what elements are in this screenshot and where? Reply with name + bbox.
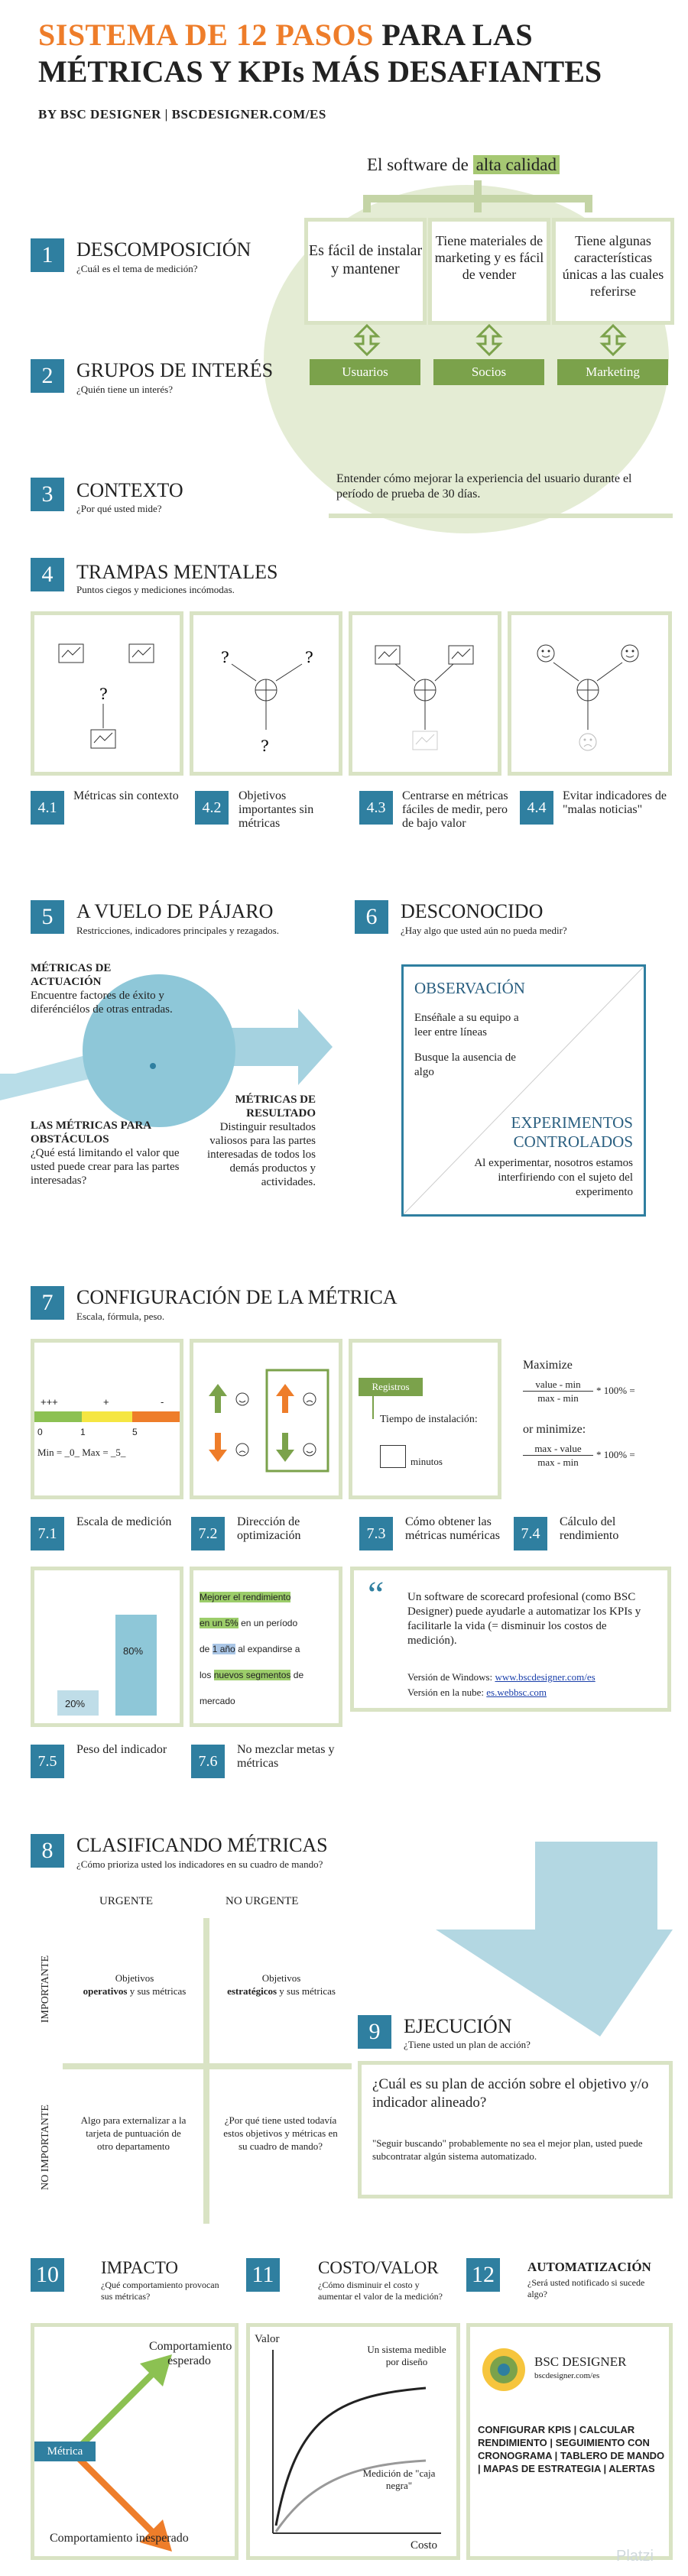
automation-features: CONFIGURAR KPIS | CALCULAR RENDIMIENTO | SEGUIMIENTO CON CRONOGRAMA | TABLERO DE MANDO | MAPAS DE ESTRATEGIA | ALERTAS xyxy=(478,2424,665,2474)
matrix-not-urgent: NO URGENTE xyxy=(226,1895,299,1907)
title-line-1 xyxy=(38,17,533,53)
formula-1-denominator: max - min xyxy=(537,1392,579,1404)
step-4-number: 4 xyxy=(31,558,64,591)
optimization-arrows-icon xyxy=(193,1343,339,1495)
calc-max-label: Maximize xyxy=(523,1359,573,1372)
config-4-text: Cálculo del rendimiento xyxy=(560,1515,619,1542)
step-10-subtitle: ¿Qué comportamiento provocan sus métricas? xyxy=(101,2280,219,2302)
byline: BY BSC DESIGNER | BSCDESIGNER.COM/ES xyxy=(38,107,326,122)
scale-orange xyxy=(132,1411,180,1422)
c1b: operativos xyxy=(83,1985,128,1997)
formula-1-tail: * 100% = xyxy=(596,1385,635,1396)
cost-design-label: Un sistema medible por diseño xyxy=(367,2344,446,2367)
matrix-urgent: URGENTE xyxy=(99,1895,153,1907)
quote-mark-icon: “ xyxy=(368,1574,385,1615)
matrix-not-important: NO IMPORTANTE xyxy=(40,2105,51,2190)
cost-axis-value: Valor xyxy=(255,2333,280,2345)
scale-label-3: - xyxy=(161,1396,164,1408)
trap-box-2 xyxy=(190,611,342,776)
quote-text: Un software de scorecard profesional (como BSC Designer) puede ayudarle a automatizar los KPIs y facilitarle la vida (= disminuir los costos de medición). xyxy=(407,1591,641,1647)
goal-p6: al expandirse a xyxy=(238,1644,300,1654)
quality-box-3: Tiene algunas características únicas a las cuales referirse xyxy=(552,218,674,325)
quality-box-1: Es fácil de instalar y mantener xyxy=(304,218,427,325)
down-arrow-graphic xyxy=(436,1842,673,2040)
matrix-important: IMPORTANTE xyxy=(40,1955,51,2024)
impact-box xyxy=(31,2323,239,2560)
obstacles-text: ¿Qué está limitando el valor que usted puede crear para las partes interesadas? xyxy=(31,1147,180,1187)
trap-1-text: Métricas sin contexto xyxy=(73,789,179,802)
weight-label-80: 80% xyxy=(123,1645,144,1657)
double-arrow-icon xyxy=(353,324,381,356)
cloud-link[interactable]: es.webbsc.com xyxy=(486,1687,547,1698)
install-time-unit: minutos xyxy=(411,1456,443,1467)
step-3-subtitle: ¿Por qué usted mide? xyxy=(76,503,162,514)
goal-p7: los xyxy=(200,1670,212,1680)
formula-2-numerator: max - value xyxy=(523,1443,593,1456)
obstacles-block xyxy=(31,1119,183,1188)
step-8-number: 8 xyxy=(31,1834,64,1868)
svg-text:?: ? xyxy=(305,648,313,666)
direction-box xyxy=(190,1339,342,1499)
step-2-number: 2 xyxy=(31,359,64,393)
execution-question: ¿Cuál es su plan de acción sobre el objetivo y/o indicador alineado? xyxy=(372,2076,649,2111)
trap-2-text: Objetivos importantes sin métricas xyxy=(239,789,314,830)
step-11-number: 11 xyxy=(246,2258,280,2292)
config-5-number: 7.5 xyxy=(31,1745,64,1778)
step-11-title: COSTO/VALOR xyxy=(318,2258,439,2277)
svg-text:?: ? xyxy=(99,685,108,703)
watermark: Platzi xyxy=(616,2548,654,2565)
automation-box xyxy=(466,2323,673,2560)
impact-expected: Comportamiento esperado xyxy=(149,2340,232,2367)
software-pre: El software de xyxy=(367,155,469,174)
records-label: Registros xyxy=(359,1378,423,1396)
step-7-number: 7 xyxy=(31,1286,64,1320)
goal-p5: 1 año xyxy=(212,1644,235,1654)
weight-box xyxy=(31,1567,183,1727)
scale-box xyxy=(31,1339,183,1499)
goal-p8: nuevos segmentos xyxy=(213,1670,291,1680)
experiments-text: Al experimentar, nosotros estamos interfiriendo con el sujeto del experimento xyxy=(474,1157,633,1198)
scale-yellow xyxy=(82,1411,132,1422)
impact-unexpected: Comportamiento inesperado xyxy=(50,2532,189,2545)
step-9-subtitle: ¿Tiene usted un plan de acción? xyxy=(404,2039,531,2050)
step-12-subtitle: ¿Será usted notificado si sucede algo? xyxy=(527,2277,645,2299)
observation-title: OBSERVACIÓN xyxy=(414,979,525,997)
actuation-title: MÉTRICAS DE ACTUACIÓN xyxy=(31,962,112,988)
unknown-box xyxy=(401,964,646,1217)
step-3-title: CONTEXTO xyxy=(76,479,183,501)
windows-label: Versión de Windows: xyxy=(407,1671,493,1683)
records-connector xyxy=(372,1396,374,1419)
execution-answer: "Seguir buscando" probablemente no sea el mejor plan, usted puede subcontratar algún sistema automatizado. xyxy=(372,2137,643,2162)
install-time-label: Tiempo de instalación: xyxy=(380,1414,478,1425)
title-line-2: MÉTRICAS Y KPIs MÁS DESAFIANTES xyxy=(38,54,602,89)
step-5-title: A VUELO DE PÁJARO xyxy=(76,900,274,922)
c1c: y sus métricas xyxy=(129,1985,187,1997)
weight-bar-80 xyxy=(115,1615,157,1716)
cost-blackbox-label: Medición de "caja negra" xyxy=(362,2467,436,2491)
obstacles-title: LAS MÉTRICAS PARA OBSTÁCULOS xyxy=(31,1120,151,1145)
step-6-number: 6 xyxy=(355,900,388,934)
step-6-title: DESCONOCIDO xyxy=(401,900,544,922)
goal-box xyxy=(190,1567,342,1727)
step-8-subtitle: ¿Cómo prioriza usted los indicadores en su cuadro de mando? xyxy=(76,1858,323,1870)
windows-line xyxy=(407,1671,660,1683)
goal-p2: en un 5% xyxy=(200,1618,239,1628)
matrix-header xyxy=(31,1887,352,1918)
step-10-title: IMPACTO xyxy=(101,2258,178,2277)
step-12-title: AUTOMATIZACIÓN xyxy=(527,2260,651,2274)
execution-box xyxy=(358,2061,673,2199)
smiley-target-icon xyxy=(511,615,668,772)
c2a: Objetivos xyxy=(261,1972,301,1984)
matrix-c2 xyxy=(220,1972,342,1998)
trap-box-4 xyxy=(508,611,672,776)
title-orange: SISTEMA DE 12 PASOS xyxy=(38,18,374,52)
svg-text:?: ? xyxy=(261,737,269,755)
cost-box xyxy=(246,2323,460,2560)
step-2-subtitle: ¿Quién tiene un interés? xyxy=(76,384,173,395)
weight-label-20: 20% xyxy=(65,1698,86,1709)
step-3-number: 3 xyxy=(31,478,64,511)
step-1-number: 1 xyxy=(31,238,64,272)
bsc-site: bscdesigner.com/es xyxy=(534,2371,600,2380)
results-text: Distinguir resultados valiosos para las partes interesadas de todos los demás productos y actividades. xyxy=(206,1121,316,1188)
tag-socios: Socios xyxy=(433,359,544,385)
trap-box-3 xyxy=(349,611,501,776)
step-8-title: CLASIFICANDO MÉTRICAS xyxy=(76,1834,328,1856)
step-4-subtitle: Puntos ciegos y mediciones incómodas. xyxy=(76,584,235,595)
step-10-number: 10 xyxy=(31,2258,64,2292)
step-12-number: 12 xyxy=(466,2258,500,2292)
formula-2-tail: * 100% = xyxy=(596,1449,635,1460)
trap-3-number: 4.3 xyxy=(359,791,393,825)
config-1-number: 7.1 xyxy=(31,1517,64,1550)
goal-p3: en un período xyxy=(241,1618,298,1628)
step-4-title: TRAMPAS MENTALES xyxy=(76,561,278,583)
calc-box xyxy=(508,1339,672,1499)
c2c: y sus métricas xyxy=(279,1985,336,1997)
target-charts-icon xyxy=(352,615,498,772)
trap-4-number: 4.4 xyxy=(520,791,553,825)
trap-1-number: 4.1 xyxy=(31,791,64,825)
software-heading xyxy=(367,155,560,175)
step-5-number: 5 xyxy=(31,900,64,934)
formula-2-denominator: max - min xyxy=(537,1456,579,1468)
step-11-subtitle: ¿Cómo disminuir el costo y aumentar el valor de la medición? xyxy=(318,2280,443,2302)
scale-num-3: 5 xyxy=(132,1427,138,1437)
bsc-brand: BSC DESIGNER xyxy=(534,2354,627,2369)
results-block xyxy=(205,1093,316,1189)
config-3-text: Cómo obtener las métricas numéricas xyxy=(405,1515,500,1542)
step-5-subtitle: Restricciones, indicadores principales y rezagados. xyxy=(76,925,279,936)
goal-p10: mercado xyxy=(200,1696,235,1706)
step-2-title: GRUPOS DE INTERÉS xyxy=(76,359,274,381)
svg-text:?: ? xyxy=(221,648,229,666)
impact-metric: Métrica xyxy=(34,2442,96,2461)
goal-p4: de xyxy=(200,1644,210,1654)
bsc-logo-icon xyxy=(481,2347,527,2393)
windows-link[interactable]: www.bscdesigner.com/es xyxy=(495,1671,596,1683)
matrix-c3: Algo para externalizar a la tarjeta de puntuación de otro departamento xyxy=(80,2114,187,2152)
formula-1-numerator: value - min xyxy=(523,1379,593,1392)
actuation-block xyxy=(31,961,183,1016)
goal-p9: de xyxy=(293,1670,304,1680)
config-2-number: 7.2 xyxy=(191,1517,225,1550)
experiments-title: EXPERIMENTOS CONTROLADOS xyxy=(511,1113,633,1151)
config-6-number: 7.6 xyxy=(191,1745,225,1778)
scale-num-2: 1 xyxy=(80,1427,86,1437)
goal-text xyxy=(200,1584,337,1714)
trap-3-text: Centrarse en métricas fáciles de medir, pero de bajo valor xyxy=(402,789,508,830)
config-5-text: Peso del indicador xyxy=(76,1743,167,1756)
cloud-line xyxy=(407,1687,660,1699)
tag-usuarios: Usuarios xyxy=(310,359,420,385)
scale-minmax: Min = _0_ Max = _5_ xyxy=(37,1447,126,1458)
scale-label-2: + xyxy=(103,1396,109,1408)
results-title: MÉTRICAS DE RESULTADO xyxy=(235,1094,316,1120)
step-6-subtitle: ¿Hay algo que usted aún no pueda medir? xyxy=(401,925,567,936)
scale-num-1: 0 xyxy=(37,1427,43,1437)
matrix-c4: ¿Por qué tiene usted todavía estos objetivos y métricas en su cuadro de mando? xyxy=(223,2114,338,2152)
trap-4-text: Evitar indicadores de "malas noticias" xyxy=(563,789,667,816)
quality-box-2: Tiene materiales de marketing y es fácil de vender xyxy=(428,218,550,325)
config-4-number: 7.4 xyxy=(514,1517,547,1550)
priority-matrix xyxy=(31,1887,352,2224)
double-arrow-icon xyxy=(599,324,627,356)
target-question-icon xyxy=(193,615,339,772)
records-box xyxy=(349,1339,501,1499)
step-1-subtitle: ¿Cuál es el tema de medición? xyxy=(76,263,198,274)
scale-green xyxy=(34,1411,82,1422)
config-6-text: No mezclar metas y métricas xyxy=(237,1743,335,1770)
observation-1: Enséñale a su equipo a leer entre líneas xyxy=(414,1012,519,1039)
config-1-text: Escala de medición xyxy=(76,1515,172,1528)
divider xyxy=(329,514,673,518)
step-2-note: Entender cómo mejorar la experiencia del usuario durante el período de prueba de 30 días. xyxy=(336,472,632,501)
goal-p1: Mejorer el rendimiento xyxy=(200,1592,291,1602)
double-arrow-icon xyxy=(475,324,503,356)
config-3-number: 7.3 xyxy=(359,1517,393,1550)
calc-min-label: or minimize: xyxy=(523,1423,586,1436)
c1a: Objetivos xyxy=(115,1972,154,1984)
trap-box-1 xyxy=(31,611,183,776)
scale-label-1: +++ xyxy=(41,1396,58,1408)
step-7-subtitle: Escala, fórmula, peso. xyxy=(76,1311,165,1322)
config-2-text: Dirección de optimización xyxy=(237,1515,301,1542)
actuation-text: Encuentre factores de éxito y diferénciélos de otras entradas. xyxy=(31,990,173,1016)
step-1-title: DESCOMPOSICIÓN xyxy=(76,238,252,261)
tree-branch xyxy=(359,180,596,217)
quote-box xyxy=(350,1567,671,1712)
matrix-c1 xyxy=(73,1972,196,1998)
observation-2: Busque la ausencia de algo xyxy=(414,1051,516,1078)
step-7-title: CONFIGURACIÓN DE LA MÉTRICA xyxy=(76,1286,398,1308)
step-9-title: EJECUCIÓN xyxy=(404,2015,512,2037)
tag-marketing: Marketing xyxy=(557,359,668,385)
trap-2-number: 4.2 xyxy=(195,791,229,825)
install-time-input xyxy=(380,1445,406,1468)
c2b: estratégicos xyxy=(227,1985,277,1997)
cost-axis-cost: Costo xyxy=(411,2539,438,2552)
cloud-label: Versión en la nube: xyxy=(407,1687,485,1698)
step-9-number: 9 xyxy=(358,2015,391,2049)
chart-question-icon xyxy=(34,615,180,772)
title-black: PARA LAS xyxy=(381,18,534,52)
software-highlight: alta calidad xyxy=(473,155,560,174)
